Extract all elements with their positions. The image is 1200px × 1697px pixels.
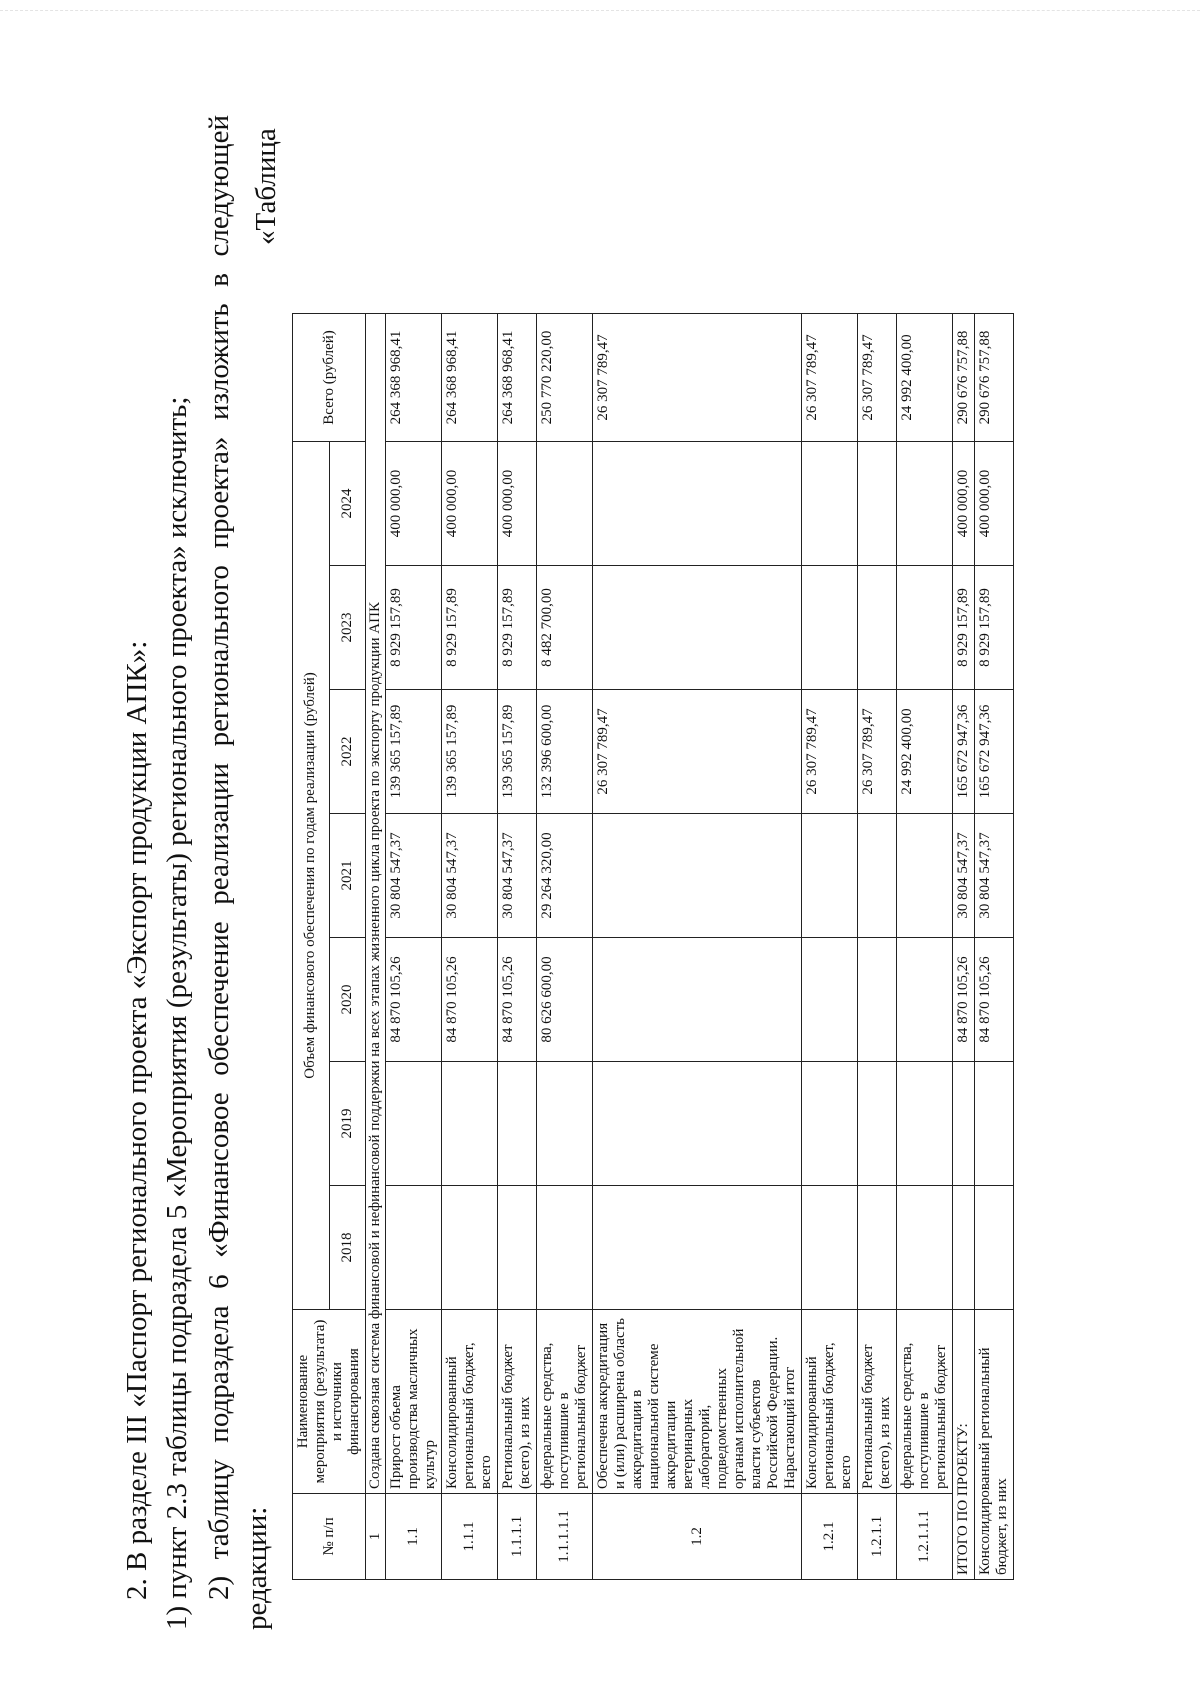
cell-2022: 132 396 600,00 xyxy=(537,690,593,814)
header-year: 2018 xyxy=(329,1186,366,1310)
cell-2020: 84 870 105,26 xyxy=(442,938,498,1062)
cell-2019 xyxy=(897,1062,953,1186)
cell-2020: 80 626 600,00 xyxy=(537,938,593,1062)
header-year: 2021 xyxy=(329,814,366,938)
cell-2023 xyxy=(897,566,953,690)
cell-2021: 30 804 547,37 xyxy=(386,814,442,938)
header-year: 2019 xyxy=(329,1062,366,1186)
cell-2023: 8 929 157,89 xyxy=(953,566,975,690)
cell-2021 xyxy=(858,814,897,938)
table-row xyxy=(897,314,953,1580)
cell-2024: 400 000,00 xyxy=(386,442,442,566)
cell-2020 xyxy=(593,938,802,1062)
cell-total: 26 307 789,47 xyxy=(858,314,897,442)
header-year: 2022 xyxy=(329,690,366,814)
cell-2021: 30 804 547,37 xyxy=(975,814,1014,938)
row-name: Консолидированный региональный бюджет, всего xyxy=(802,1310,858,1494)
table-row xyxy=(537,314,593,1580)
cell-2023: 8 929 157,89 xyxy=(975,566,1014,690)
cell-total: 26 307 789,47 xyxy=(802,314,858,442)
intro-line-4: редакции: xyxy=(241,1506,273,1630)
row-num: 1.2 xyxy=(593,1494,802,1580)
header-name: Наименование мероприятия (результата) и источники финансирования xyxy=(293,1310,366,1494)
cell-total: 250 770 220,00 xyxy=(537,314,593,442)
intro-line-3: 2) таблицу подраздела 6 «Финансовое обеспечение реализации регионального проекта» изложить в следующей xyxy=(203,115,235,1600)
cell-2024: 400 000,00 xyxy=(498,442,537,566)
cell-2018 xyxy=(897,1186,953,1310)
total-label: Консолидированный региональный бюджет, из них xyxy=(975,1310,1014,1580)
header-total: Всего (рублей) xyxy=(293,314,366,442)
cell-total: 24 992 400,00 xyxy=(897,314,953,442)
cell-2022: 24 992 400,00 xyxy=(897,690,953,814)
cell-2022: 139 365 157,89 xyxy=(442,690,498,814)
row-name: Региональный бюджет (всего), из них xyxy=(858,1310,897,1494)
cell-2023: 8 929 157,89 xyxy=(442,566,498,690)
cell-2023 xyxy=(802,566,858,690)
intro-line-1: 2. В разделе III «Паспорт регионального проекта «Экспорт продукции АПК»: xyxy=(121,640,153,1600)
cell-2022: 165 672 947,36 xyxy=(953,690,975,814)
cell-2018 xyxy=(858,1186,897,1310)
cell-2023 xyxy=(593,566,802,690)
cell-2022: 26 307 789,47 xyxy=(593,690,802,814)
row-num: 1.1 xyxy=(386,1494,442,1580)
table-row xyxy=(593,314,802,1580)
cell-2019 xyxy=(442,1062,498,1186)
cell-2019 xyxy=(537,1062,593,1186)
cell-2019 xyxy=(386,1062,442,1186)
row-name: Прирост объема производства масличных культур xyxy=(386,1310,442,1494)
cell-2022: 26 307 789,47 xyxy=(802,690,858,814)
cell-2020: 84 870 105,26 xyxy=(386,938,442,1062)
cell-2021: 29 264 320,00 xyxy=(537,814,593,938)
rotated-document-page xyxy=(80,110,1180,1630)
row-num: 1.1.1 xyxy=(442,1494,498,1580)
table-row xyxy=(386,314,442,1580)
cell-2021 xyxy=(593,814,802,938)
total-row xyxy=(953,314,975,1580)
cell-2019 xyxy=(593,1062,802,1186)
cell-2022: 139 365 157,89 xyxy=(386,690,442,814)
cell-2023: 8 929 157,89 xyxy=(498,566,537,690)
cell-2023 xyxy=(858,566,897,690)
cell-2024 xyxy=(802,442,858,566)
cell-total: 264 368 968,41 xyxy=(386,314,442,442)
header-year: 2020 xyxy=(329,938,366,1062)
row-name: Региональный бюджет (всего), из них xyxy=(498,1310,537,1494)
table-row xyxy=(858,314,897,1580)
header-year: 2024 xyxy=(329,442,366,566)
goal-text: Создана сквозная система финансовой и нефинансовой поддержки на всех этапах жизненного цикла проекта по экспорту продукции АПК xyxy=(366,314,386,1494)
cell-2020: 84 870 105,26 xyxy=(953,938,975,1062)
cell-2024: 400 000,00 xyxy=(975,442,1014,566)
cell-2019 xyxy=(975,1062,1014,1186)
cell-2018 xyxy=(802,1186,858,1310)
row-name: Обеспечена аккредитация и (или) расширена область аккредитации в национальной системе аккредитации ветеринарных лабораторий, подведомственных органам исполнительной власти субъектов Российской Федерации. Нарастающий итог xyxy=(593,1310,802,1494)
cell-2018 xyxy=(953,1186,975,1310)
cell-2020 xyxy=(802,938,858,1062)
table-caption: «Таблица xyxy=(250,128,282,245)
row-num: 1.2.1 xyxy=(802,1494,858,1580)
table-row xyxy=(802,314,858,1580)
cell-2019 xyxy=(953,1062,975,1186)
table-row xyxy=(442,314,498,1580)
cell-2022: 26 307 789,47 xyxy=(858,690,897,814)
row-name: федеральные средства, поступившие в региональный бюджет xyxy=(537,1310,593,1494)
cell-total: 290 676 757,88 xyxy=(975,314,1014,442)
cell-2022: 165 672 947,36 xyxy=(975,690,1014,814)
header-row-1 xyxy=(293,314,330,1580)
cell-2020: 84 870 105,26 xyxy=(975,938,1014,1062)
header-num: № п/п xyxy=(293,1494,366,1580)
header-year: 2023 xyxy=(329,566,366,690)
cell-total: 264 368 968,41 xyxy=(442,314,498,442)
cell-2018 xyxy=(498,1186,537,1310)
page-top-border xyxy=(0,10,1200,11)
cell-2018 xyxy=(593,1186,802,1310)
cell-2024: 400 000,00 xyxy=(442,442,498,566)
cell-2019 xyxy=(858,1062,897,1186)
table-row xyxy=(498,314,537,1580)
finance-table xyxy=(292,313,1014,1580)
row-num: 1.2.1.1.1 xyxy=(897,1494,953,1580)
row-name: федеральные средства, поступившие в региональный бюджет xyxy=(897,1310,953,1494)
total-row xyxy=(975,314,1014,1580)
cell-2021 xyxy=(897,814,953,938)
cell-total: 264 368 968,41 xyxy=(498,314,537,442)
cell-2024 xyxy=(858,442,897,566)
cell-2024 xyxy=(537,442,593,566)
cell-2021: 30 804 547,37 xyxy=(953,814,975,938)
cell-2023: 8 482 700,00 xyxy=(537,566,593,690)
intro-line-2: 1) пункт 2.3 таблицы подраздела 5 «Мероприятия (результаты) регионального проекта» исключить; xyxy=(161,396,193,1630)
cell-2022: 139 365 157,89 xyxy=(498,690,537,814)
cell-2020: 84 870 105,26 xyxy=(498,938,537,1062)
goal-num: 1 xyxy=(366,1494,386,1580)
cell-2021: 30 804 547,37 xyxy=(498,814,537,938)
cell-total: 290 676 757,88 xyxy=(953,314,975,442)
row-num: 1.2.1.1 xyxy=(858,1494,897,1580)
header-group: Объем финансового обеспечения по годам реализации (рублей) xyxy=(293,442,330,1310)
finance-table-wrapper xyxy=(292,313,1014,1580)
row-name: Консолидированный региональный бюджет, всего xyxy=(442,1310,498,1494)
cell-2021: 30 804 547,37 xyxy=(442,814,498,938)
cell-2020 xyxy=(858,938,897,1062)
goal-row xyxy=(366,314,386,1580)
row-num: 1.1.1.1 xyxy=(498,1494,537,1580)
cell-2024: 400 000,00 xyxy=(953,442,975,566)
row-num: 1.1.1.1.1 xyxy=(537,1494,593,1580)
total-label: ИТОГО ПО ПРОЕКТУ: xyxy=(953,1310,975,1580)
cell-2018 xyxy=(442,1186,498,1310)
cell-total: 26 307 789,47 xyxy=(593,314,802,442)
cell-2023: 8 929 157,89 xyxy=(386,566,442,690)
cell-2024 xyxy=(593,442,802,566)
cell-2019 xyxy=(498,1062,537,1186)
cell-2021 xyxy=(802,814,858,938)
cell-2018 xyxy=(975,1186,1014,1310)
cell-2018 xyxy=(537,1186,593,1310)
cell-2018 xyxy=(386,1186,442,1310)
cell-2024 xyxy=(897,442,953,566)
cell-2019 xyxy=(802,1062,858,1186)
cell-2020 xyxy=(897,938,953,1062)
